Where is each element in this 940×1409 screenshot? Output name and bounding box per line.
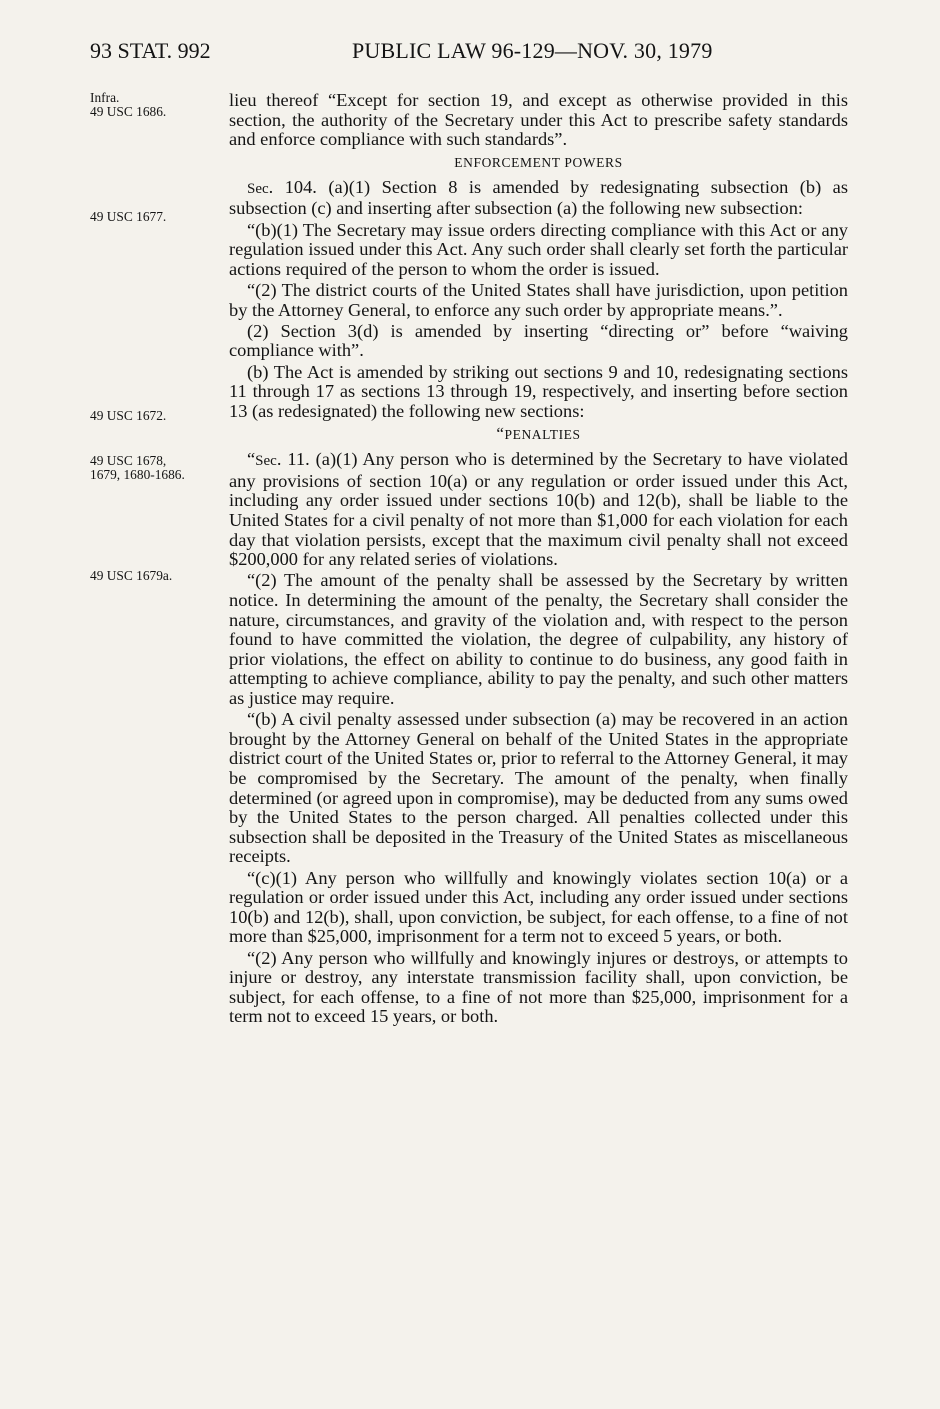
- sec-104-text: . 104. (a)(1) Section 8 is amended by redesignating subsection (b) as subsection (c) and inserting after subsection (a) the following new subsection:: [229, 176, 848, 219]
- paragraph-b-redesignate: (b) The Act is amended by striking out sections 9 and 10, redesignating sections 11 through 17 as sections 13 through 19, respectively, and inserting before section 13 (as redesignated) the following new sections:: [229, 361, 848, 421]
- paragraph-2-district-courts: “(2) The district courts of the United States shall have jurisdiction, upon petition by the Attorney General, to enforce any such order by appropriate means.”.: [229, 279, 848, 320]
- stat-page-ref: 93 STAT. 992: [90, 38, 211, 63]
- heading-enforcement-powers: ENFORCEMENT POWERS: [454, 154, 623, 170]
- body-text: [229, 91, 848, 1027]
- paragraph-b-civil-penalty: “(b) A civil penalty assessed under subsection (a) may be recovered in an action brought by the Attorney General on behalf of the United States in the appropriate district court of the United States or, prior to referral to the Attorney General, it may be compromised by the Secretary. The amount of the penalty, when finally determined (or agreed upon in compromise), may be deducted from any sums owed by the United States to the person charged. All penalties collected under this subsection shall be deposited in the Treasury of the United States as miscellaneous receipts.: [229, 709, 848, 867]
- sec-11-text: . 11. (a)(1) Any person who is determined by the Secretary to have violated any provisions of section 10(a) or any regulation or order issued under this Act, including any order issued under sections 10(b) and 12(b), shall be liable to the United States for a civil penalty of not more than $1,000 for each violation for each day that violation persists, except that the maximum civil penalty shall not exceed $200,000 for any related series of violations.: [229, 449, 848, 570]
- sec-label: Sec: [247, 180, 269, 197]
- paragraph-b1-orders: “(b)(1) The Secretary may issue orders directing compliance with this Act or any regulation issued under this Act. Any such order shall clearly set forth the particular actions required of the person to whom the order is issued.: [229, 219, 848, 279]
- sec-11-label: Sec: [255, 453, 277, 470]
- open-quote: “: [496, 424, 505, 444]
- law-title: PUBLIC LAW 96-129—NOV. 30, 1979: [352, 38, 713, 63]
- paragraph-section-3d: (2) Section 3(d) is amended by inserting “directing or” before “waiving compliance with”.: [229, 320, 848, 361]
- paragraph-lieu-thereof: lieu thereof “Except for section 19, and except as otherwise provided in this section, the authority of the Secretary under this Act to prescribe safety standards and enforce compliance with such standards”.: [229, 90, 848, 150]
- paragraph-sec-11-a1: [229, 450, 848, 570]
- sec-11-open-quote: “: [247, 449, 256, 470]
- paragraph-c1-willful: “(c)(1) Any person who willfully and knowingly violates section 10(a) or a regulation or order issued under this Act, including any order issued under sections 10(b) and 12(b), shall, upon conviction, be subject, for each offense, to a fine of not more than $25,000, imprisonment for a term not to exceed 5 years, or both.: [229, 867, 848, 947]
- margin-note-infra: Infra. 49 USC 1686.: [90, 90, 167, 119]
- penalties-label: PENALTIES: [504, 427, 581, 443]
- margin-note-1677: 49 USC 1677.: [90, 209, 167, 224]
- heading-penalties: [229, 424, 848, 445]
- margin-notes: [90, 0, 220, 1409]
- paragraph-a2-assessment: “(2) The amount of the penalty shall be assessed by the Secretary by written notice. In determining the amount of the penalty, the Secretary shall consider the nature, circumstances, and gravity of the violation and, with respect to the person found to have committed the violation, the degree of culpability, any history of prior violations, the effect on ability to continue to do business, any good faith in attempting to achieve compliance, ability to pay the penalty, and such other matters as justice may require.: [229, 570, 848, 708]
- paragraph-c2-injures: “(2) Any person who willfully and knowingly injures or destroys, or attempts to injure or destroy, any interstate transmission facility shall, upon conviction, be subject, for each offense, to a fine of not more than $25,000, imprisonment for a term not to exceed 15 years, or both.: [229, 947, 848, 1027]
- margin-note-1679a: 49 USC 1679a.: [90, 568, 173, 583]
- paragraph-sec-104: [229, 178, 848, 219]
- margin-note-1672: 49 USC 1672.: [90, 408, 167, 423]
- margin-note-1678: 49 USC 1678, 1679, 1680-1686.: [90, 453, 185, 482]
